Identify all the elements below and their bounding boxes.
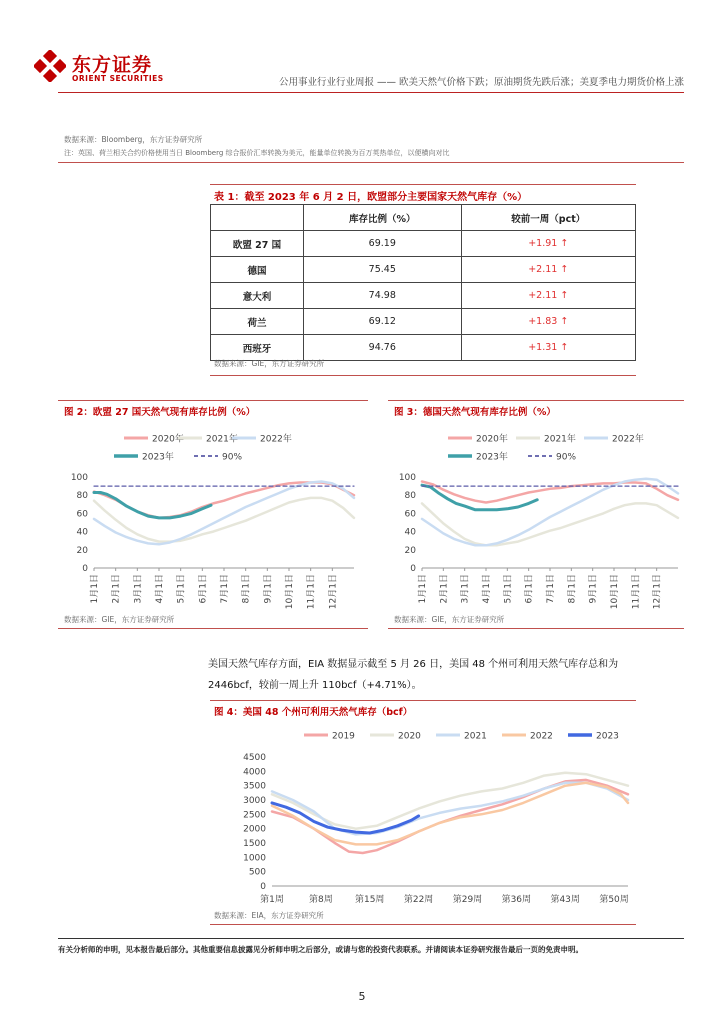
table-cell-ratio: 69.19 xyxy=(304,231,462,257)
x-tick-label: 2月1日 xyxy=(111,574,122,604)
up-arrow-icon: ↑ xyxy=(560,342,569,353)
top-exchange-note: 注：英国、荷兰相关合约价格使用当日 Bloomberg 综合报价汇率转换为美元，能量单位转换为百万英热单位，以便横向对比 xyxy=(64,149,450,157)
fig4-title: 图 4：美国 48 个州可利用天然气库存（bcf） xyxy=(214,707,413,718)
x-tick-label: 6月1日 xyxy=(524,574,535,604)
table-cell-ratio: 69.12 xyxy=(304,309,462,335)
header-divider xyxy=(58,92,684,93)
x-tick-label: 第22周 xyxy=(403,895,434,905)
table-top-rule xyxy=(210,184,636,185)
fig4-source: 数据来源：EIA，东方证券研究所 xyxy=(214,911,324,920)
legend-label: 2023 xyxy=(596,731,619,742)
y-tick-label: 2000 xyxy=(243,824,266,835)
series-line xyxy=(272,783,628,845)
chart-us-storage xyxy=(210,724,636,910)
y-tick-label: 20 xyxy=(404,545,416,556)
x-tick-label: 10月1日 xyxy=(285,574,295,610)
table-cell-change: +1.83 ↑ xyxy=(461,309,635,335)
y-tick-label: 4500 xyxy=(243,753,266,763)
x-tick-label: 2月1日 xyxy=(439,574,450,604)
x-tick-label: 5月1日 xyxy=(503,574,514,604)
table-cell-name: 欧盟 27 国 xyxy=(211,231,304,257)
legend-label: 90% xyxy=(556,452,577,463)
y-tick-label: 0 xyxy=(260,882,266,892)
chart-germany-storage xyxy=(388,426,684,614)
x-tick-label: 第1周 xyxy=(260,895,284,905)
logo-cn-text: 东方证券 xyxy=(72,54,153,76)
table-cell-change: +1.31 ↑ xyxy=(461,335,635,361)
table-eu-storage xyxy=(210,204,636,361)
x-tick-label: 3月1日 xyxy=(460,574,471,604)
series-line xyxy=(94,493,211,518)
legend-label: 2022年 xyxy=(612,434,644,445)
y-tick-label: 60 xyxy=(76,509,88,520)
x-tick-label: 5月1日 xyxy=(176,574,187,604)
page-number: 5 xyxy=(358,990,366,1003)
table-row xyxy=(211,257,636,283)
series-line xyxy=(94,483,354,518)
table-cell-ratio: 94.76 xyxy=(304,335,462,361)
up-arrow-icon: ↑ xyxy=(560,238,569,249)
series-line xyxy=(422,503,678,545)
table-cell-name: 西班牙 xyxy=(211,335,304,361)
x-tick-label: 8月1日 xyxy=(567,574,578,604)
legend-label: 2021 xyxy=(464,731,487,742)
footer-divider xyxy=(58,938,684,939)
x-tick-label: 第15周 xyxy=(354,895,385,905)
legend-label: 2021年 xyxy=(206,434,238,445)
fig4-bottom-rule xyxy=(210,924,636,925)
legend-label: 2021年 xyxy=(544,434,576,445)
y-tick-label: 60 xyxy=(404,509,416,520)
series-line xyxy=(422,482,678,503)
table-cell-change: +2.11 ↑ xyxy=(461,283,635,309)
y-tick-label: 3000 xyxy=(243,796,266,806)
table-row xyxy=(211,335,636,361)
section-divider xyxy=(58,162,684,163)
table1-source: 数据来源：GIE，东方证券研究所 xyxy=(214,359,325,368)
table-cell-name: 荷兰 xyxy=(211,309,304,335)
y-tick-label: 1500 xyxy=(243,839,266,849)
logo-en-text: ORIENT SECURITIES xyxy=(72,74,164,83)
table-cell-ratio: 75.45 xyxy=(304,257,462,283)
x-tick-label: 6月1日 xyxy=(198,574,209,604)
x-tick-label: 1月1日 xyxy=(418,574,428,604)
x-tick-label: 7月1日 xyxy=(220,574,230,604)
table-cell-change: +2.11 ↑ xyxy=(461,257,635,283)
table-cell-name: 意大利 xyxy=(211,283,304,309)
x-tick-label: 4月1日 xyxy=(482,574,492,604)
body-paragraph-line2: 2446bcf，较前一周上升 110bcf（+4.71%）。 xyxy=(208,680,422,691)
x-tick-label: 9月1日 xyxy=(263,574,274,604)
x-tick-label: 7月1日 xyxy=(546,574,556,604)
table-row xyxy=(211,309,636,335)
fig2-source: 数据来源：GIE，东方证券研究所 xyxy=(64,615,175,624)
series-line xyxy=(272,780,628,853)
fig2-bottom-rule xyxy=(58,628,368,629)
y-tick-label: 40 xyxy=(76,527,88,538)
table-cell-name: 德国 xyxy=(211,257,304,283)
body-paragraph-line1: 美国天然气库存方面，EIA 数据显示截至 5 月 26 日，美国 48 个州可利用天然气库存总和为 xyxy=(208,659,619,670)
fig3-title: 图 3：德国天然气现有库存比例（%） xyxy=(394,407,556,418)
legend-label: 2020年 xyxy=(476,434,508,445)
x-tick-label: 12月1日 xyxy=(328,574,339,610)
x-tick-label: 12月1日 xyxy=(652,574,663,610)
table1-title: 表 1：截至 2023 年 6 月 2 日，欧盟部分主要国家天然气库存（%） xyxy=(214,192,528,203)
table-row xyxy=(211,231,636,257)
table-header-row xyxy=(211,205,636,231)
x-tick-label: 第43周 xyxy=(550,895,580,905)
up-arrow-icon: ↑ xyxy=(560,264,569,275)
fig3-source: 数据来源：GIE，东方证券研究所 xyxy=(394,615,505,624)
x-tick-label: 第8周 xyxy=(308,895,333,905)
y-tick-label: 1000 xyxy=(243,853,266,864)
legend-label: 2020 xyxy=(398,731,421,742)
y-tick-label: 80 xyxy=(404,491,416,502)
top-source-note: 数据来源：Bloomberg，东方证券研究所 xyxy=(64,135,203,144)
x-tick-label: 8月1日 xyxy=(241,574,252,604)
series-line xyxy=(94,482,354,545)
fig4-top-rule xyxy=(210,700,636,701)
x-tick-label: 11月1日 xyxy=(631,574,642,610)
series-line xyxy=(94,498,354,542)
x-tick-label: 第50周 xyxy=(599,895,629,905)
x-tick-label: 3月1日 xyxy=(133,574,144,604)
table-cell-ratio: 74.98 xyxy=(304,283,462,309)
x-tick-label: 11月1日 xyxy=(306,574,317,610)
y-tick-label: 4000 xyxy=(243,767,266,778)
legend-label: 90% xyxy=(222,452,243,463)
table-header-cell: 库存比例（%） xyxy=(304,205,462,231)
y-tick-label: 40 xyxy=(404,527,416,538)
y-tick-label: 3500 xyxy=(243,781,266,792)
fig2-top-rule xyxy=(58,400,368,401)
y-tick-label: 100 xyxy=(70,473,88,483)
x-tick-label: 第29周 xyxy=(452,895,483,905)
y-tick-label: 2500 xyxy=(243,810,266,821)
x-tick-label: 第36周 xyxy=(501,895,532,905)
chart-eu27-storage xyxy=(58,426,368,614)
legend-label: 2020年 xyxy=(152,434,184,445)
up-arrow-icon: ↑ xyxy=(560,316,569,327)
y-tick-label: 0 xyxy=(410,564,416,574)
table-bottom-rule xyxy=(210,375,636,376)
orient-logo-icon xyxy=(34,50,66,82)
legend-label: 2023年 xyxy=(142,452,174,463)
table-row xyxy=(211,283,636,309)
x-tick-label: 10月1日 xyxy=(610,574,620,610)
y-tick-label: 500 xyxy=(248,867,266,878)
report-title: 公用事业行业行业周报 —— 欧美天然气价格下跌；原油期货先跌后涨；美夏季电力期货价格上涨 xyxy=(278,77,684,88)
table-header-cell: 较前一周（pct） xyxy=(461,205,635,231)
fig2-title: 图 2：欧盟 27 国天然气现有库存比例（%） xyxy=(64,407,256,418)
x-tick-label: 9月1日 xyxy=(588,574,599,604)
y-tick-label: 80 xyxy=(76,491,88,502)
fig3-bottom-rule xyxy=(388,628,684,629)
table-cell-change: +1.91 ↑ xyxy=(461,231,635,257)
y-tick-label: 0 xyxy=(82,564,88,574)
x-tick-label: 1月1日 xyxy=(90,574,100,604)
table-header-cell xyxy=(211,205,304,231)
y-tick-label: 20 xyxy=(76,545,88,556)
legend-label: 2019 xyxy=(332,731,355,742)
y-tick-label: 100 xyxy=(398,473,416,483)
x-tick-label: 4月1日 xyxy=(155,574,165,604)
up-arrow-icon: ↑ xyxy=(560,290,569,301)
footer-disclaimer: 有关分析师的申明，见本报告最后部分。其他重要信息披露见分析师申明之后部分，或请与您的投资代表联系。并请阅读本证券研究报告最后一页的免责申明。 xyxy=(58,945,583,954)
legend-label: 2022年 xyxy=(260,434,292,445)
fig3-top-rule xyxy=(388,400,684,401)
legend-label: 2023年 xyxy=(476,452,508,463)
legend-label: 2022 xyxy=(530,731,553,742)
